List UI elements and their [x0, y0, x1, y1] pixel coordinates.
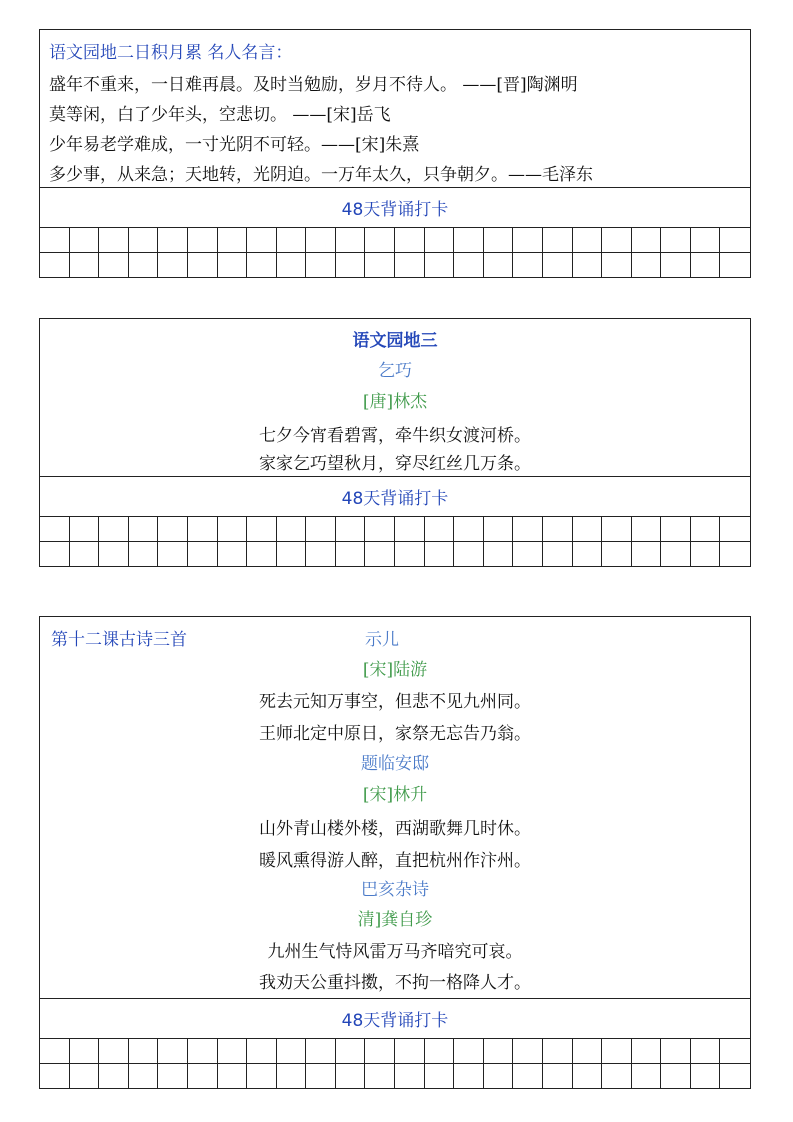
checkin-box	[573, 1039, 603, 1064]
checkin-box	[425, 228, 455, 253]
quote-line: 多少事，从来急；天地转，光阴迫。一万年太久，只争朝夕。——毛泽东	[49, 165, 593, 185]
checkin-box	[247, 228, 277, 253]
checkin-box	[247, 253, 277, 278]
checkin-box	[158, 1039, 188, 1064]
checkin-box	[306, 517, 336, 542]
checkin-box	[543, 1064, 573, 1089]
card-mingyan	[39, 29, 751, 278]
checkin-box	[99, 253, 129, 278]
checkin-label: 48天背诵打卡	[40, 999, 750, 1039]
checkin-box	[158, 228, 188, 253]
checkin-box	[158, 253, 188, 278]
checkin-box	[602, 253, 632, 278]
checkin-box	[691, 1039, 721, 1064]
checkin-box	[454, 253, 484, 278]
checkin-box	[425, 517, 455, 542]
checkin-box	[720, 517, 750, 542]
poem-line: 我劝天公重抖擞，不拘一格降人才。	[259, 973, 531, 993]
quote-line: 少年易老学难成，一寸光阴不可轻。——[宋]朱熹	[49, 135, 420, 155]
checkin-box	[277, 228, 307, 253]
checkin-box	[40, 1064, 70, 1089]
checkin-box	[188, 542, 218, 567]
checkin-box	[454, 517, 484, 542]
poem-author: [宋]林升	[362, 785, 428, 805]
checkin-box	[691, 253, 721, 278]
checkin-box	[602, 1039, 632, 1064]
card-content	[40, 617, 750, 999]
checkin-box	[691, 1064, 721, 1089]
checkin-box	[573, 517, 603, 542]
checkin-box	[632, 517, 662, 542]
checkin-box	[513, 1064, 543, 1089]
checkin-box	[365, 253, 395, 278]
checkin-box	[365, 1064, 395, 1089]
checkin-label: 48天背诵打卡	[40, 188, 750, 228]
checkin-box	[543, 542, 573, 567]
checkin-box	[425, 1039, 455, 1064]
checkin-box	[691, 542, 721, 567]
checkin-box	[720, 542, 750, 567]
checkin-box	[158, 517, 188, 542]
checkin-box	[395, 1064, 425, 1089]
checkin-box	[661, 1064, 691, 1089]
checkin-box	[129, 253, 159, 278]
checkin-box	[395, 1039, 425, 1064]
checkin-box	[661, 542, 691, 567]
poem-line: 王师北定中原日，家祭无忘告乃翁。	[259, 724, 531, 744]
checkin-box	[70, 253, 100, 278]
checkin-box	[365, 517, 395, 542]
checkin-box	[720, 228, 750, 253]
checkin-box	[306, 253, 336, 278]
lesson-title: 第十二课古诗三首	[51, 630, 187, 650]
checkin-box	[218, 1064, 248, 1089]
checkin-box	[691, 228, 721, 253]
checkin-box	[365, 542, 395, 567]
checkin-box	[306, 1039, 336, 1064]
poem-line: 七夕今宵看碧霄，牵牛织女渡河桥。	[259, 426, 531, 446]
checkin-box	[218, 253, 248, 278]
card-heading: 语文园地二日积月累 名人名言：	[49, 43, 293, 63]
checkin-box	[129, 228, 159, 253]
checkin-box	[306, 228, 336, 253]
checkin-box	[720, 1064, 750, 1089]
checkin-box	[425, 1064, 455, 1089]
poem-author: 清]龚自珍	[357, 910, 433, 930]
checkin-grid	[40, 517, 750, 566]
checkin-box	[218, 228, 248, 253]
card-gushi-sanshou	[39, 616, 751, 1089]
checkin-box	[661, 253, 691, 278]
checkin-box	[99, 517, 129, 542]
checkin-box	[247, 542, 277, 567]
checkin-box	[543, 228, 573, 253]
checkin-box	[425, 542, 455, 567]
poem-title: 乞巧	[378, 361, 412, 381]
checkin-box	[365, 1039, 395, 1064]
poem-line: 山外青山楼外楼，西湖歌舞几时休。	[259, 819, 531, 839]
checkin-box	[40, 228, 70, 253]
card-content	[40, 319, 750, 477]
checkin-box	[40, 542, 70, 567]
checkin-box	[188, 1064, 218, 1089]
checkin-box	[632, 253, 662, 278]
checkin-box	[720, 253, 750, 278]
checkin-box	[70, 1064, 100, 1089]
poem-line: 家家乞巧望秋月，穿尽红丝几万条。	[259, 454, 531, 474]
checkin-box	[277, 542, 307, 567]
checkin-box	[336, 253, 366, 278]
checkin-box	[602, 1064, 632, 1089]
checkin-box	[158, 542, 188, 567]
checkin-box	[513, 542, 543, 567]
checkin-box	[513, 253, 543, 278]
checkin-box	[573, 542, 603, 567]
checkin-box	[661, 228, 691, 253]
checkin-box	[40, 517, 70, 542]
checkin-box	[277, 1064, 307, 1089]
checkin-box	[129, 1064, 159, 1089]
poem-line: 暖风熏得游人醉，直把杭州作汴州。	[259, 851, 531, 871]
checkin-box	[218, 1039, 248, 1064]
checkin-box	[247, 517, 277, 542]
checkin-box	[484, 253, 514, 278]
checkin-box	[573, 228, 603, 253]
checkin-box	[158, 1064, 188, 1089]
checkin-box	[336, 1064, 366, 1089]
checkin-box	[70, 228, 100, 253]
checkin-box	[40, 253, 70, 278]
checkin-box	[573, 253, 603, 278]
checkin-box	[70, 517, 100, 542]
checkin-box	[602, 228, 632, 253]
checkin-box	[484, 542, 514, 567]
checkin-grid	[40, 228, 750, 277]
quote-line: 盛年不重来，一日难再晨。及时当勉励，岁月不待人。 ——[晋]陶渊明	[49, 75, 578, 95]
checkin-box	[454, 542, 484, 567]
checkin-box	[484, 228, 514, 253]
checkin-box	[99, 542, 129, 567]
checkin-box	[513, 517, 543, 542]
checkin-box	[632, 228, 662, 253]
checkin-box	[484, 1039, 514, 1064]
checkin-box	[277, 1039, 307, 1064]
checkin-box	[247, 1064, 277, 1089]
poem-author: [唐]林杰	[362, 392, 428, 412]
checkin-box	[188, 1039, 218, 1064]
checkin-box	[395, 542, 425, 567]
checkin-box	[661, 517, 691, 542]
checkin-box	[395, 228, 425, 253]
checkin-box	[454, 1064, 484, 1089]
checkin-box	[543, 517, 573, 542]
checkin-box	[188, 517, 218, 542]
checkin-box	[129, 1039, 159, 1064]
checkin-box	[602, 517, 632, 542]
checkin-box	[306, 542, 336, 567]
checkin-box	[247, 1039, 277, 1064]
checkin-box	[661, 1039, 691, 1064]
checkin-box	[602, 542, 632, 567]
checkin-box	[129, 542, 159, 567]
checkin-box	[395, 253, 425, 278]
checkin-box	[454, 228, 484, 253]
checkin-box	[513, 228, 543, 253]
checkin-box	[40, 1039, 70, 1064]
card-heading: 语文园地三	[352, 331, 438, 351]
checkin-box	[454, 1039, 484, 1064]
checkin-box	[277, 517, 307, 542]
checkin-box	[188, 228, 218, 253]
checkin-box	[277, 253, 307, 278]
checkin-box	[99, 228, 129, 253]
checkin-box	[70, 1039, 100, 1064]
checkin-box	[365, 228, 395, 253]
checkin-box	[720, 1039, 750, 1064]
checkin-box	[129, 517, 159, 542]
checkin-box	[70, 542, 100, 567]
poem-title: 题临安邸	[361, 754, 429, 774]
poem-title: 示儿	[365, 630, 399, 650]
poem-title: 巴亥杂诗	[361, 880, 429, 900]
card-content	[40, 30, 750, 188]
checkin-box	[395, 517, 425, 542]
checkin-box	[484, 1064, 514, 1089]
checkin-box	[573, 1064, 603, 1089]
checkin-box	[99, 1064, 129, 1089]
checkin-box	[218, 517, 248, 542]
poem-line: 死去元知万事空，但悲不见九州同。	[259, 692, 531, 712]
checkin-box	[513, 1039, 543, 1064]
poem-line: 九州生气恃风雷万马齐喑究可哀。	[267, 942, 523, 962]
checkin-box	[484, 517, 514, 542]
checkin-box	[336, 228, 366, 253]
checkin-box	[218, 542, 248, 567]
card-qiqiao	[39, 318, 751, 567]
checkin-box	[425, 253, 455, 278]
checkin-box	[543, 253, 573, 278]
checkin-box	[543, 1039, 573, 1064]
checkin-box	[691, 517, 721, 542]
poem-author: [宋]陆游	[362, 660, 428, 680]
checkin-box	[632, 1064, 662, 1089]
checkin-box	[336, 517, 366, 542]
checkin-box	[632, 542, 662, 567]
checkin-box	[306, 1064, 336, 1089]
checkin-label: 48天背诵打卡	[40, 477, 750, 517]
checkin-box	[99, 1039, 129, 1064]
checkin-box	[188, 253, 218, 278]
checkin-box	[336, 542, 366, 567]
checkin-box	[632, 1039, 662, 1064]
quote-line: 莫等闲，白了少年头，空悲切。 ——[宋]岳飞	[49, 105, 391, 125]
checkin-grid	[40, 1039, 750, 1088]
checkin-box	[336, 1039, 366, 1064]
